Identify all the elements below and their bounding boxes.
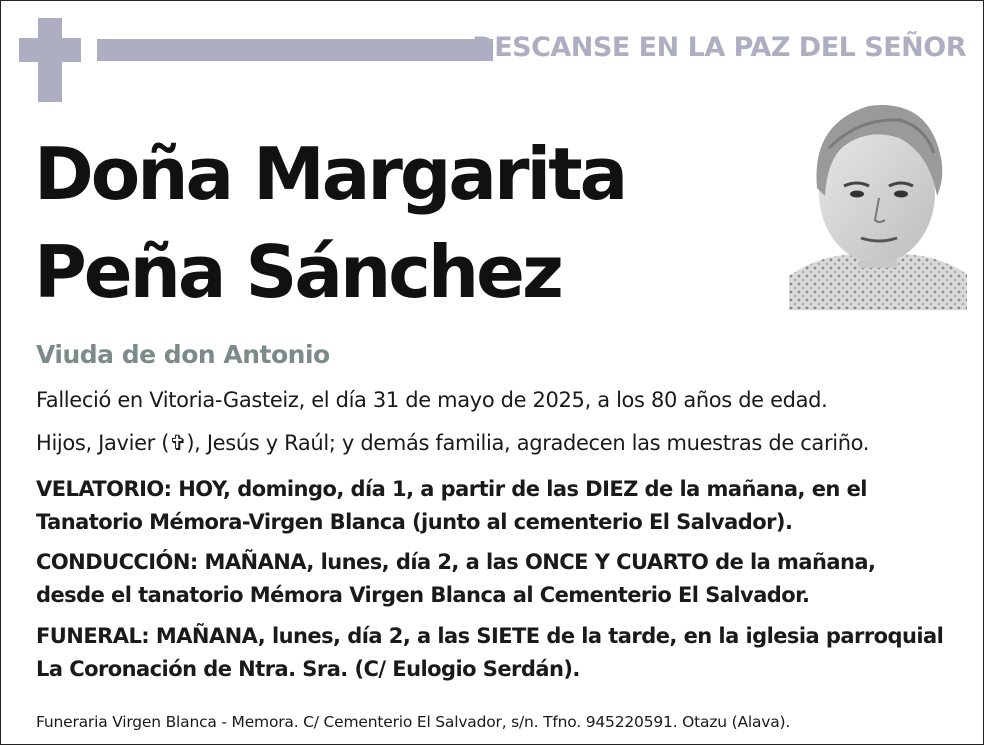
velatorio-line2: Tanatorio Mémora-Virgen Blanca (junto al cementerio El Salvador). [36,510,793,534]
family-notice: Hijos, Javier (✞), Jesús y Raúl; y demás familia, agradecen las muestras de cariño. [36,431,870,455]
funeral-line2: La Coronación de Ntra. Sra. (C/ Eulogio Serdán). [36,657,580,681]
death-notice: Falleció en Vitoria-Gasteiz, el día 31 de mayo de 2025, a los 80 años de edad. [36,388,828,412]
funeral-home-footer: Funeraria Virgen Blanca - Memora. C/ Cementerio El Salvador, s/n. Tfno. 945220591. Otazu (Alava). [36,713,791,731]
conduccion-block [36,546,875,612]
deceased-name-line1: Doña Margarita [34,132,626,216]
velatorio-line1: VELATORIO: HOY, domingo, día 1, a partir de las DIEZ de la mañana, en el [36,477,867,501]
header-title: DESCANSE EN LA PAZ DEL SEÑOR [472,32,966,63]
conduccion-line2: desde el tanatorio Mémora Virgen Blanca al Cementerio El Salvador. [36,583,810,607]
portrait-photo [789,98,967,310]
velatorio-block [36,473,867,539]
widow-subtitle: Viuda de don Antonio [36,340,330,369]
header-bar [97,39,493,61]
funeral-block [36,620,943,686]
conduccion-line1: CONDUCCIÓN: MAÑANA, lunes, día 2, a las ONCE Y CUARTO de la mañana, [36,550,876,574]
deceased-name-line2: Peña Sánchez [34,230,561,314]
funeral-line1: FUNERAL: MAÑANA, lunes, día 2, a las SIETE de la tarde, en la iglesia parroquial [36,624,944,648]
